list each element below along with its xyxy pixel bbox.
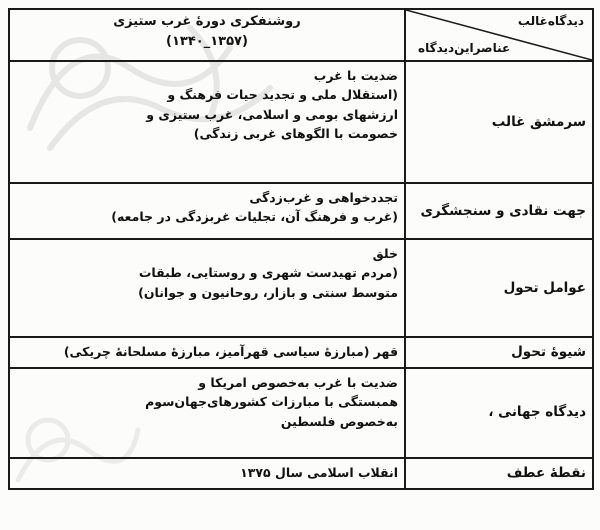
header-period: (۱۳۵۷_۱۳۴۰): [166, 34, 248, 50]
row-value-line: ضدیت با غرب به‌خصوص امریکا و: [198, 374, 398, 390]
row-label: جهت نقادی و سنجشگری: [405, 183, 593, 239]
row-value: [9, 458, 405, 489]
table-row: [9, 183, 593, 239]
row-value: [9, 61, 405, 183]
row-value-line: (مردم تهیدست شهری و روستایی، طبقات: [138, 265, 398, 281]
row-label: دیدگاه جهانی ،: [405, 368, 593, 458]
row-label: سرمشق غالب: [405, 61, 593, 183]
table-row: [9, 239, 593, 337]
row-value-line: (غرب و فرهنگ آن، تجلیات غربزدگی در جامعه): [111, 209, 398, 225]
table-row: [9, 368, 593, 458]
comparison-table: [8, 8, 594, 490]
row-value-line: همبستگی با مبارزات کشورهای‌جهان‌سوم: [145, 394, 398, 410]
row-label: شیوهٔ تحول: [405, 337, 593, 368]
row-value-line: خلق: [372, 246, 398, 261]
table-header-row: [9, 9, 593, 61]
diagonal-header-cell: [405, 9, 593, 61]
row-value-line: تجددخواهی و غرب‌زدگی: [249, 190, 398, 205]
row-value-line: (استقلال ملی و تجدید حیات فرهنگ و: [167, 87, 398, 103]
header-dominant-view-label: دیدگاه‌غالب: [517, 14, 584, 28]
row-value: [9, 183, 405, 239]
row-value-line: انقلاب اسلامی سال ۱۳۷۵: [240, 464, 398, 480]
table-row: [9, 337, 593, 368]
row-value-line: به‌خصوص فلسطین: [280, 413, 398, 429]
header-elements-label: عناصراین‌دیدگاه: [418, 41, 511, 56]
row-value-line: ضدیت با غرب: [313, 68, 398, 83]
header-title-cell: [9, 9, 405, 61]
row-label: عوامل تحول: [405, 239, 593, 337]
row-value: [9, 368, 405, 458]
row-value-line: ارزشهای بومی و اسلامی، غرب ستیزی و: [146, 106, 398, 122]
row-value-line: متوسط سنتی و بازار، روحانیون و جوانان): [138, 284, 398, 300]
table-row: [9, 458, 593, 489]
row-value-line: خصومت با الگوهای غربی زندگی): [193, 126, 398, 142]
row-value: [9, 239, 405, 337]
row-value: [9, 337, 405, 368]
table-row: [9, 61, 593, 183]
row-value-line: قهر (مبارزهٔ سیاسی قهرآمیز، مبارزهٔ مسلحانهٔ چریکی): [63, 344, 398, 359]
header-title: روشنفکری دورهٔ غرب ستیزی: [113, 14, 301, 29]
row-label: نقطهٔ عطف: [405, 458, 593, 489]
